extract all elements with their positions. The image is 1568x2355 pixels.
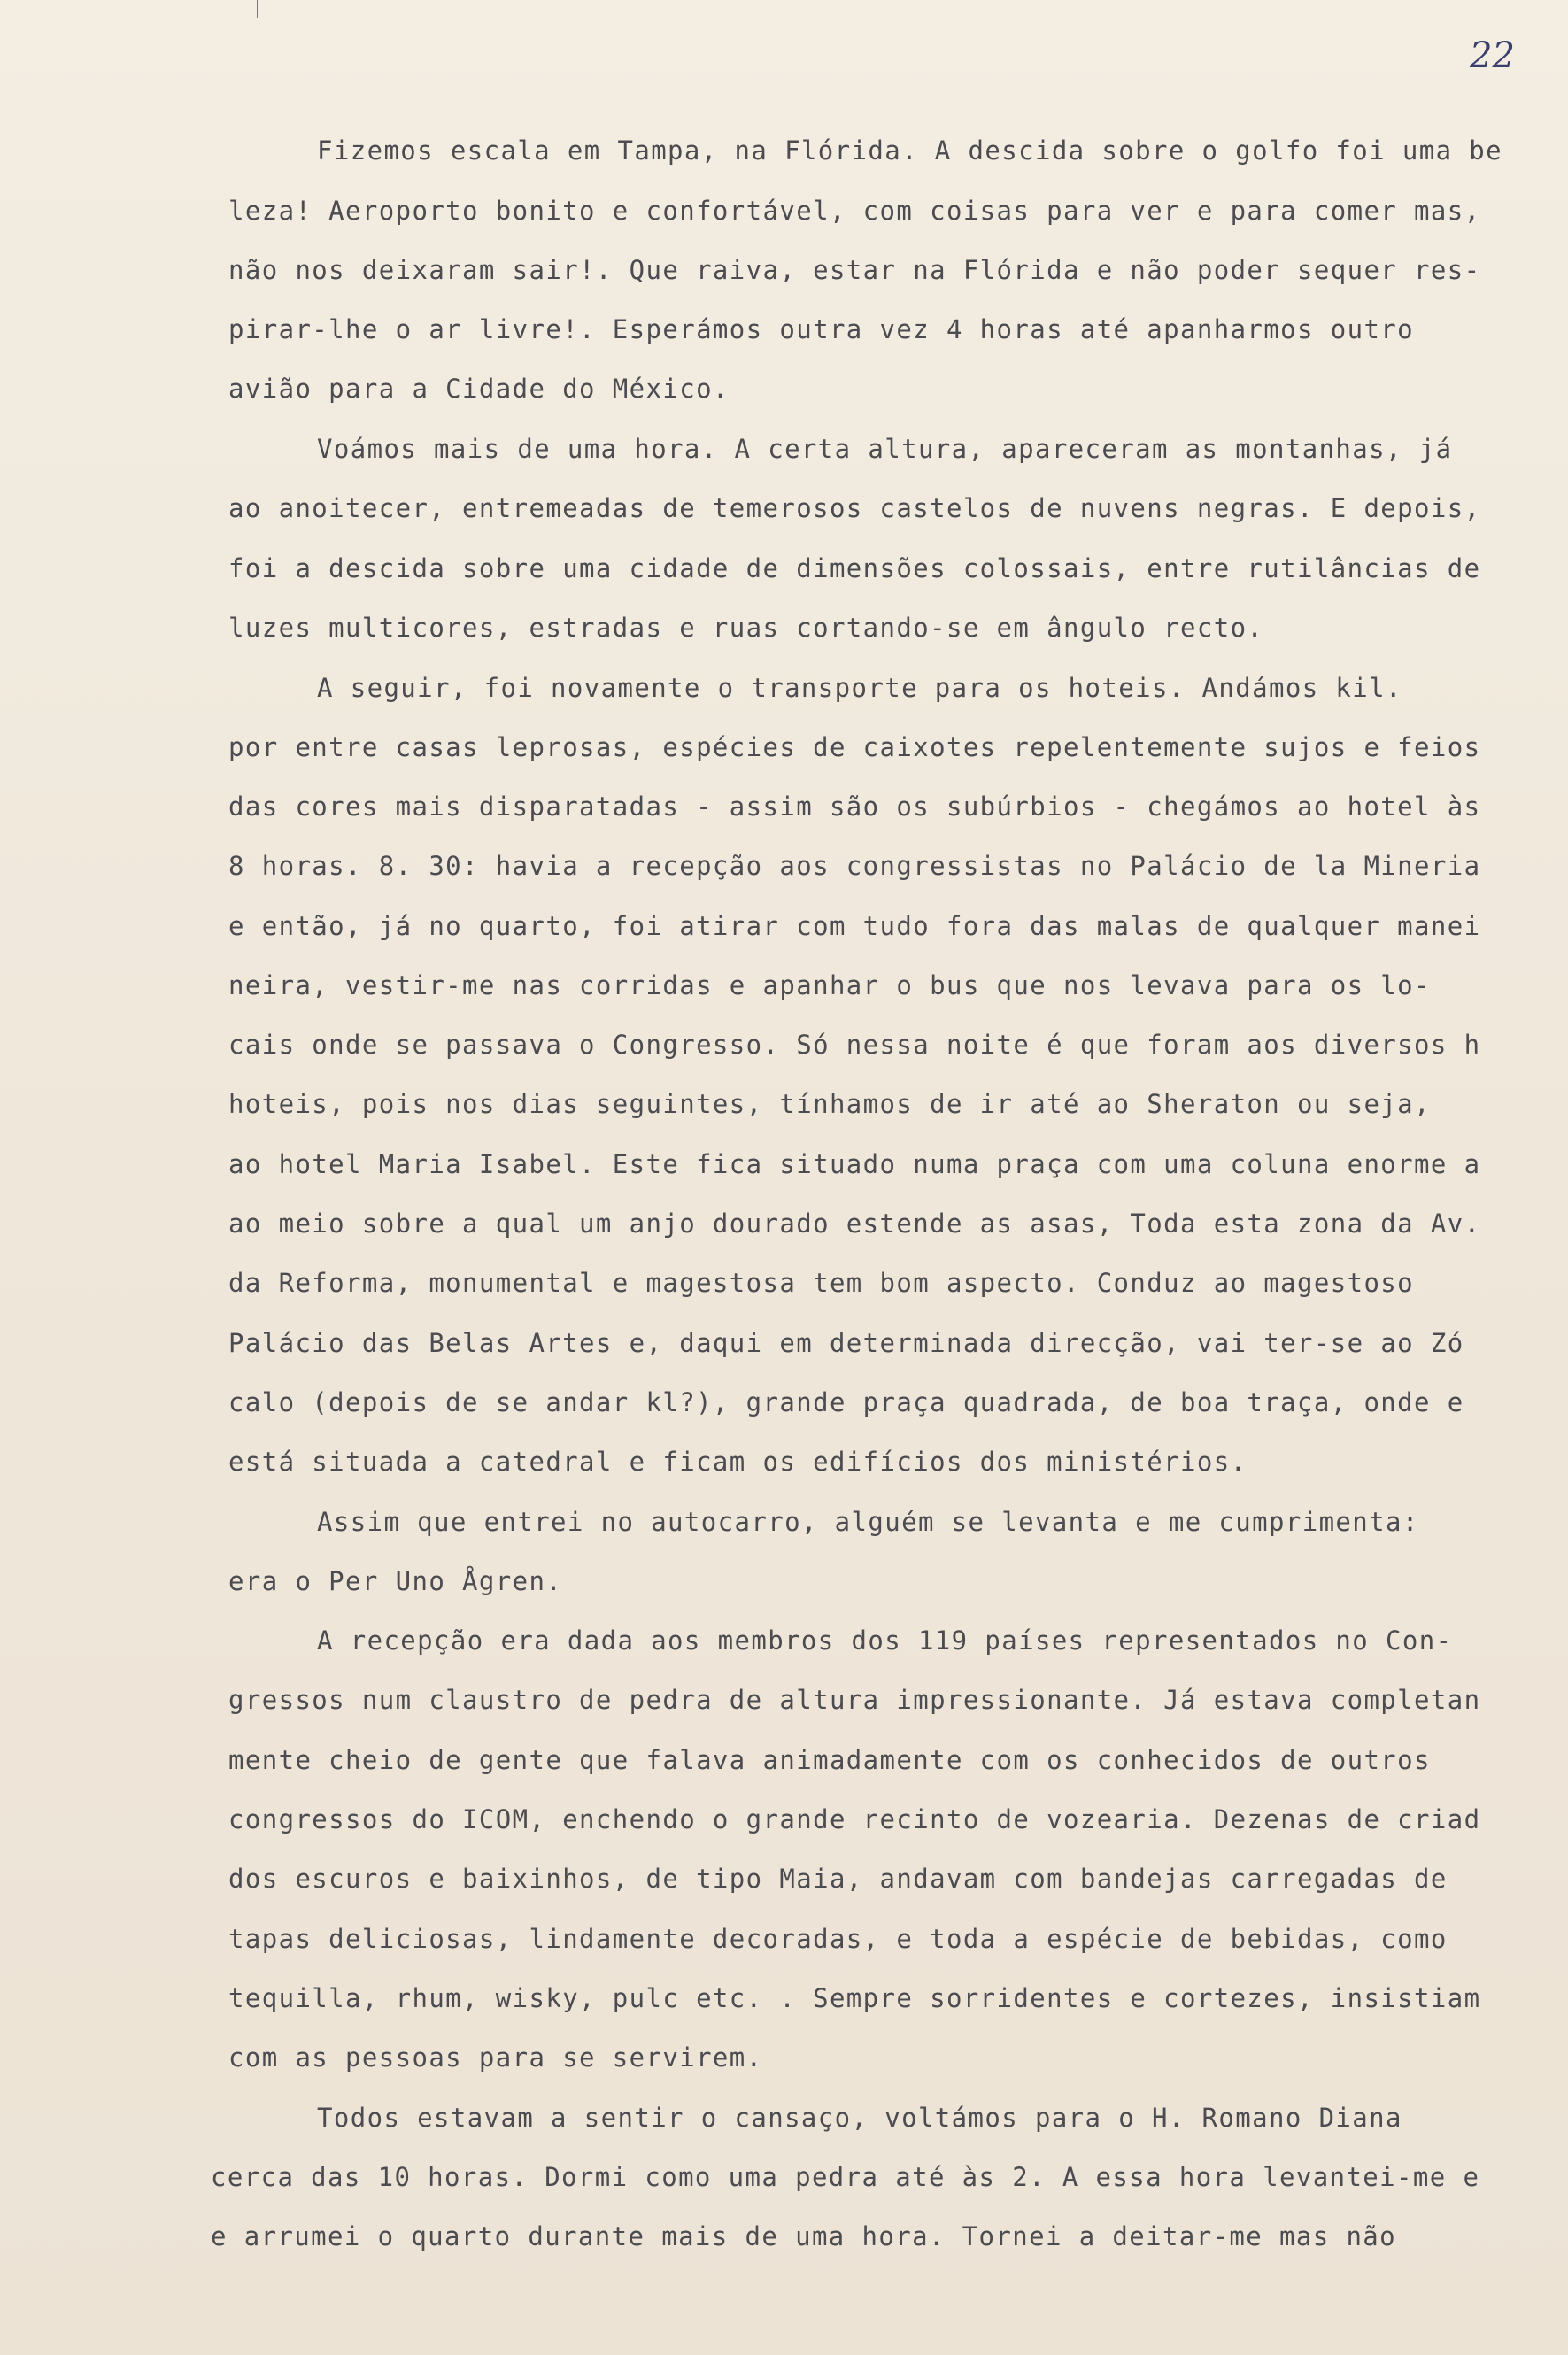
text-line: cerca das 10 horas. Dormi como uma pedra até às 2. A essa hora levantei-me e (211, 2162, 1480, 2192)
text-line: era o Per Uno Ågren. (228, 1566, 563, 1596)
text-line: e arrumei o quarto durante mais de uma hora. Tornei a deitar-me mas não (211, 2221, 1397, 2251)
text-line: congressos do ICOM, enchendo o grande recinto de vozearia. Dezenas de criad (228, 1804, 1481, 1834)
text-line: cais onde se passava o Congresso. Só nessa noite é que foram aos diversos h (228, 1030, 1481, 1060)
text-line: leza! Aeroporto bonito e confortável, com coisas para ver e para comer mas, (228, 196, 1481, 226)
text-line: luzes multicores, estradas e ruas cortando-se em ângulo recto. (228, 613, 1264, 643)
text-line: calo (depois de se andar kl?), grande praça quadrada, de boa traça, onde e (228, 1387, 1464, 1417)
text-line: Todos estavam a sentir o cansaço, voltámos para o H. Romano Diana (317, 2103, 1402, 2133)
text-line: mente cheio de gente que falava animadamente com os conhecidos de outros (228, 1745, 1431, 1775)
text-line: ao meio sobre a qual um anjo dourado estende as asas, Toda esta zona da Av. (228, 1208, 1481, 1239)
text-line: hoteis, pois nos dias seguintes, tínhamos de ir até ao Sheraton ou seja, (228, 1089, 1431, 1119)
page-edge-mark (257, 0, 258, 18)
text-line: ao anoitecer, entremeadas de temerosos castelos de nuvens negras. E depois, (228, 493, 1481, 523)
text-line: Palácio das Belas Artes e, daqui em determinada direcção, vai ter-se ao Zó (228, 1328, 1464, 1358)
text-line: com as pessoas para se servirem. (228, 2042, 763, 2073)
page-number: 22 (1470, 35, 1515, 76)
text-line: dos escuros e baixinhos, de tipo Maia, andavam com bandejas carregadas de (228, 1864, 1448, 1894)
text-line: gressos num claustro de pedra de altura impressionante. Já estava completan (228, 1685, 1481, 1715)
text-line: A seguir, foi novamente o transporte para os hoteis. Andámos kil. (317, 673, 1402, 703)
text-line: Fizemos escala em Tampa, na Flórida. A descida sobre o golfo foi uma be (317, 135, 1503, 166)
text-line: neira, vestir-me nas corridas e apanhar o bus que nos levava para os lo- (228, 970, 1431, 1000)
text-line: está situada a catedral e ficam os edifícios dos ministérios. (228, 1447, 1247, 1477)
text-line: 8 horas. 8. 30: havia a recepção aos congressistas no Palácio de la Mineria (228, 851, 1481, 881)
text-line: pirar-lhe o ar livre!. Esperámos outra vez 4 horas até apanharmos outro (228, 314, 1415, 344)
text-line: ao hotel Maria Isabel. Este fica situado numa praça com uma coluna enorme a (228, 1149, 1481, 1179)
text-line: Assim que entrei no autocarro, alguém se levanta e me cumprimenta: (317, 1507, 1419, 1537)
text-line: por entre casas leprosas, espécies de caixotes repelentemente sujos e feios (228, 732, 1481, 762)
text-line: e então, já no quarto, foi atirar com tudo fora das malas de qualquer manei (228, 911, 1481, 941)
text-line: da Reforma, monumental e magestosa tem bom aspecto. Conduz ao magestoso (228, 1268, 1415, 1298)
text-line: A recepção era dada aos membros dos 119 países representados no Con- (317, 1625, 1453, 1656)
text-line: das cores mais disparatadas - assim são os subúrbios - chegámos ao hotel às (228, 791, 1481, 822)
text-line: tapas deliciosas, lindamente decoradas, e toda a espécie de bebidas, como (228, 1924, 1448, 1954)
text-line: avião para a Cidade do México. (228, 374, 730, 404)
text-line: tequilla, rhum, wisky, pulc etc. . Sempre sorridentes e cortezes, insistiam (228, 1983, 1481, 2013)
text-line: foi a descida sobre uma cidade de dimensões colossais, entre rutilâncias de (228, 553, 1481, 583)
text-line: Voámos mais de uma hora. A certa altura, apareceram as montanhas, já (317, 434, 1453, 464)
text-line: não nos deixaram sair!. Que raiva, estar na Flórida e não poder sequer res- (228, 255, 1481, 285)
